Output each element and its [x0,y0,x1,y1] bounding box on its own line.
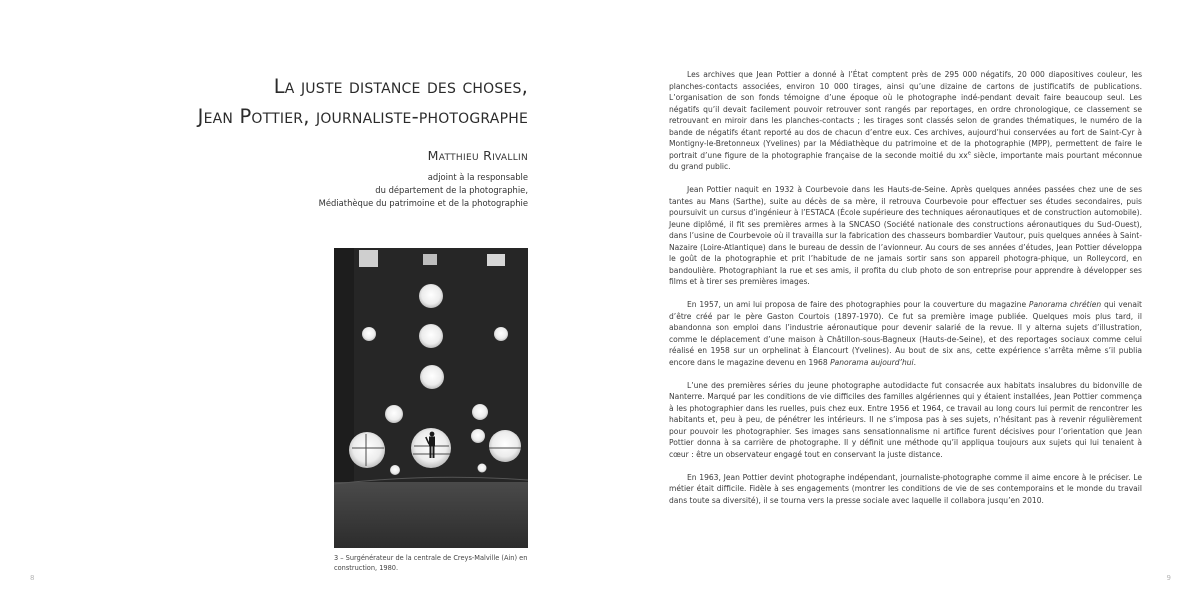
photo-window [359,250,378,267]
photo-porthole [419,324,443,348]
photo-porthole [362,327,376,341]
photo-porthole [478,464,487,473]
author-name: Matthieu Rivallin [427,148,528,163]
right-page [600,0,1200,600]
body-paragraph: L’une des premières séries du jeune photographe autodidacte fut consacrée aux habitats insalubres du bidonville de Nanterre. Marqué par les conditions de vie difficiles des familles algériennes qui y étaient installées, Jean Pottier commença à les photographier dans les ruelles, puis chez eux. Entre 1956 et 1964, ce travail au long cours lui permit de rencontrer les habitants et, peu à peu, de pénétrer les intérieurs. Il ne s’imposa pas à ses sujets, n’hésitant pas à revenir régulièrement pour pouvoir les photographier. Ses images sans sensationnalisme ni artifice furent décisives pour l’orientation que Jean Pottier donna à sa carrière de photographe. Il y définit une méthode qu’il appliqua toujours aux sujets qui lui tenaient à cœur : être un observateur engagé tout en conservant la juste distance. [669,380,1142,459]
figure-caption: 3 – Surgénérateur de la centrale de Creys-Malville (Ain) en construction, 1980. [334,554,528,572]
photo-window [487,254,505,266]
photo-porthole [471,429,485,443]
photo-porthole [390,465,400,475]
title-line-2: Jean Pottier, journaliste-photographe [197,105,528,128]
body-paragraph: En 1957, un ami lui proposa de faire des photographies pour la couverture du magazine Panorama chrétien qui venait d’être créé par le père Gaston Courtois (1897-1970). Ce fut sa première image publiée. Quelques mois plus tard, il abandonna son emploi dans l’industrie aéronautique pour devenir salarié de la revue. Il y alterna sujets d’illustration, comme le déplacement d’une maison à Châtillon-sous-Bagneux (Hauts-de-Seine), et des reportages sociaux comme celui réalisé en 1958 sur un orphelinat à Élancourt (Yvelines). Au bout de six ans, cette expérience s’arrêta même s’il publia encore dans le magazine devenu en 1968 Panorama aujourd’hui. [669,300,1142,367]
article-header [198,72,528,210]
photo-porthole [419,284,443,308]
photo-porthole [494,327,508,341]
photo-porthole [385,405,403,423]
affiliation-line: du département de la photographie, [375,185,528,195]
photo-porthole [349,432,385,468]
italic-title: Panorama aujourd’hui [830,357,914,367]
body-paragraph: Les archives que Jean Pottier a donné à l’État comptent près de 295 000 négatifs, 20 000 diapositives couleur, les planches-contacts associées, environ 10 000 tirages, ainsi qu’une dizaine de cartons de justificatifs de publications. L’organisation de son fonds témoigne d’une époque où le photographe indé-pendant devait faire beaucoup seul. Les négatifs qu’il devait facilement pouvoir retrouver sont rangés par reportages, en ordre chronologique, ce classement se retrouvant en miroir dans les planches-contacts ; les tirages sont classés selon de grandes thématiques, le numéro de la bande de négatifs étant reporté au dos de chacun d’entre eux. Ces archives, aujourd’hui conservées au fort de Saint-Cyr à Montigny-le-Bretonneux (Yvelines) par la Médiathèque du patrimoine et de la photographie (MPP), permettent de faire le portrait d’une figure de la photographie française de la seconde moitié du $xx^e$ siècle, importante mais pourtant méconnue du grand public. [669,70,1143,171]
photo-floor [334,482,528,548]
photo-window [423,254,437,265]
title-line-1: La juste distance des choses, [273,75,528,98]
article-title [198,72,528,132]
photo-porthole [472,404,488,420]
superscript: e [967,149,971,156]
page-number-right: 9 [1166,574,1171,582]
body-paragraph: En 1963, Jean Pottier devint photographe indépendant, journaliste-photographe comme il aime encore à le préciser. Le métier était difficile. Fidèle à ses engagements (montrer les conditions de vie de ses contemporains et le monde du travail dans toute sa diversité), il se tourna vers la presse sociale avec laquelle il collabora jusqu’en 2010. [669,472,1142,505]
article-body [669,69,1142,518]
italic-title: Panorama chrétien [1028,300,1102,309]
figure [334,248,528,573]
photo-porthole [420,365,444,389]
affiliation-line: adjoint à la responsable [427,172,528,182]
author-affiliation [198,171,528,210]
page-number-left: 8 [30,574,35,582]
photo-porthole [489,430,521,462]
body-paragraph: Jean Pottier naquit en 1932 à Courbevoie dans les Hauts-de-Seine. Après quelques années passées chez une de ses tantes au Mans (Sarthe), suite au décès de sa mère, il retrouva Courbevoie pour effectuer ses études secondaires, puis poursuivit un cursus d’ingénieur à l’ESTACA (École supérieure des techniques aéronautiques et de construction automobile). Jeune diplômé, il fit ses premières armes à la SNCASO (Société nationale des constructions aéronautiques du Sud-Ouest), dans l’usine de Courbevoie où il travailla sur la fabrication des chasseurs bombardier Vautour, puis quelques années à Saint-Nazaire (Loire-Atlantique) dans le bureau de dessin de l’avionneur. Au cours de ses années d’études, Jean Pottier développa le goût de la photographie et prit l’habitude de ne jamais sortir sans son appareil photogra-phique, un Rolleycord, en bandoulière. Photographiant la rue et ses amis, il profita du club photo de son entreprise pour apprendre à développer ses films et à tirer ses premières images. [669,185,1142,286]
photograph [334,248,528,548]
affiliation-line: Médiathèque du patrimoine et de la photographie [318,198,528,208]
